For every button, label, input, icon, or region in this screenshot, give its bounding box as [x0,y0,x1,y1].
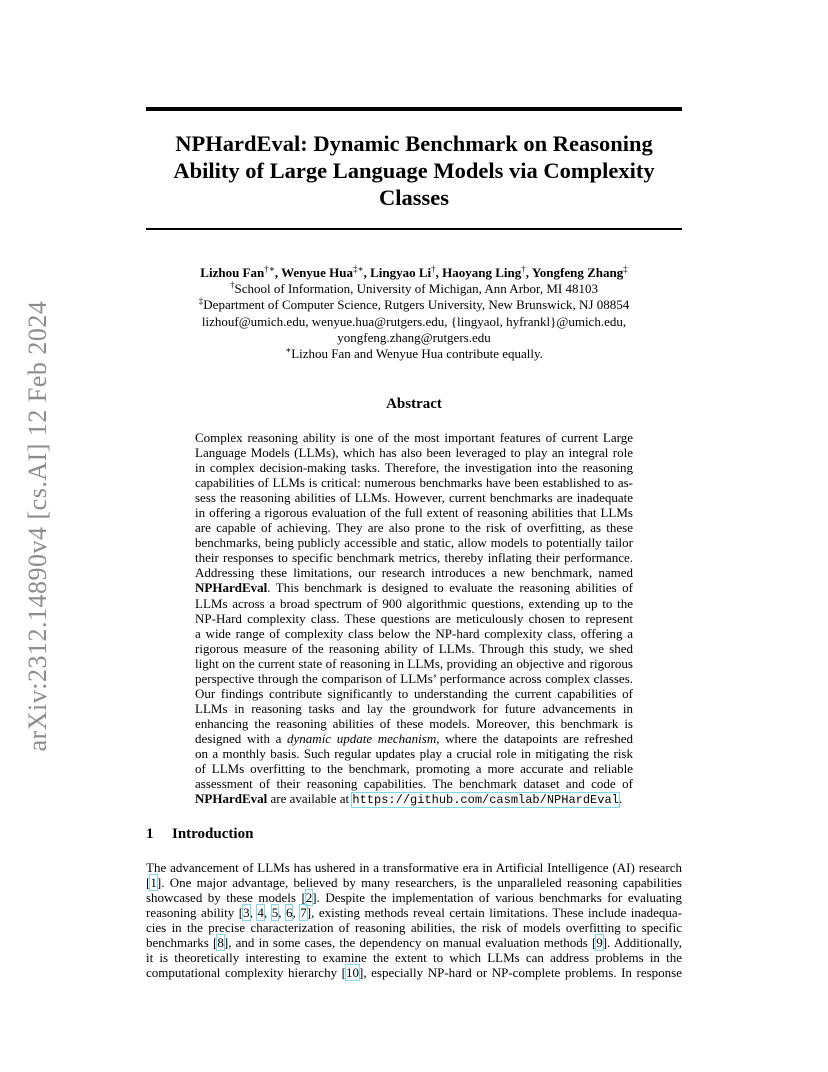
abstract-text: , where the datapoints are refreshed [436,730,633,746]
abstract-line [195,791,633,808]
abstract-line [195,580,633,595]
abstract-line: sess the reasoning abilities of LLMs. However, current benchmarks are inadequate [195,490,633,506]
author-mark: ‡ [623,264,628,274]
abstract-line: capabilities of LLMs is critical: numerous benchmarks have been established to as- [195,475,633,491]
citation-link[interactable]: 7 [300,905,307,921]
intro-text: . Additionally, [607,935,682,951]
affiliation-text: Department of Computer Science, Rutgers University, New Brunswick, NJ 08854 [203,297,630,313]
intro-line: computational complexity hierarchy [10], especially NP-hard or NP-complete problems. In response [146,965,682,981]
title-line-2: Ability of Large Language Models via Complexity [173,158,655,183]
citation-link[interactable]: 9 [596,935,603,951]
author-name: Lizhou Fan [200,265,265,280]
author-name: Lingyao Li [370,265,432,280]
intro-text: benchmarks [146,935,213,951]
intro-text: reasoning ability [ [146,905,244,921]
intro-line: cies in the precise characterization of reasoning abilities, the risk of models overfitting to specific [146,920,682,936]
author-emails-cont: yongfeng.zhang@rutgers.edu [337,329,491,345]
affiliation-2 [146,297,682,313]
abstract-line [195,731,633,746]
abstract-text: are available at [267,791,353,807]
abstract-line: assessment of their reasoning capabilities. The benchmark dataset and code of [195,776,633,792]
abstract-line: are capable of achieving. They are also prone to the risk of overfitting, as these [195,520,633,536]
citation-link[interactable]: 1 [150,875,157,891]
author-emails: lizhouf@umich.edu, wenyue.hua@rutgers.edu, {lingyaol, hyfrankl}@umich.edu, [201,313,627,329]
author-names: Lizhou Fan†∗, Wenyue Hua‡∗, Lingyao Li†, Haoyang Ling†, Yongfeng Zhang‡ [200,264,628,280]
citation-link[interactable]: 10 [346,965,359,981]
abstract-line: LLMs across a broad spectrum of 900 algorithmic questions, extending up to the [195,595,633,611]
abstract-line: their responses to specific benchmark metrics, thereby inflating their performance. [195,550,633,566]
intro-text: computational complexity hierarchy [146,965,342,981]
citation-link[interactable]: 2 [305,890,313,906]
affiliation-text: School of Information, University of Michigan, Ann Arbor, MI 48103 [234,281,598,297]
abstract-heading: Abstract [386,396,442,412]
abstract-line: Language Models (LLMs), which has also been leveraged to play an integral role [195,445,633,461]
arxiv-stamp-text: arXiv:2312.14890v4 [cs.AI] 12 Feb 2024 [23,300,52,752]
intro-text: showcased by these models [146,890,302,906]
intro-text: . Despite the implementation of various benchmarks for evaluating [316,890,682,906]
title-line-3: Classes [378,185,449,210]
abstract-line: benchmarks, being publicly accessible and static, allow models to potentially tailor [195,535,633,551]
abstract-line: Complex reasoning ability is one of the most important features of current Large [195,430,633,445]
intro-line: benchmarks [8], and in some cases, the dependency on manual evaluation methods [9]. Additionally, [146,935,682,951]
citation-link[interactable]: 3 [243,905,250,921]
abstract-line: in offering a rigorous evaluation of the full extent of reasoning abilities that LLMs [195,505,633,521]
abstract-line: Addressing these limitations, our research introduces a new benchmark, named [195,565,633,581]
abstract-line: LLMs in reasoning tasks and lay the groundwork for future advancements in [195,700,633,716]
abstract-line: light on the current state of reasoning in LLMs, providing an objective and rigorous [195,655,633,671]
title-rule-top [146,107,682,111]
intro-line: The advancement of LLMs has ushered in a transformative era in Artificial Intelligence (AI) research [146,860,682,875]
author-mark: † [431,264,436,274]
author-mark: † [521,264,526,274]
abstract-text: . This benchmark is designed to evaluate the reasoning abilities of [267,580,633,596]
abstract-line: perspective through the comparison of LLMs’ performance across complex classes. [195,670,633,686]
intro-line: [1]. One major advantage, believed by many researchers, is the unparalleled reasoning capabilities [146,875,682,891]
github-link[interactable]: https://github.com/casmlab/NPHardEval [352,793,619,808]
intro-text: ], existing methods reveal certain limitations. These include inadequa- [306,905,683,921]
citation-link[interactable]: 6 [285,905,293,921]
author-mark: †∗ [264,264,275,274]
paper-title [146,130,682,211]
intro-line: showcased by these models [2]. Despite the implementation of various benchmarks for evaluating [146,890,682,906]
author-mark: ‡∗ [353,264,364,274]
affiliation-1 [146,281,682,297]
affiliation-mark: ‡ [198,296,204,307]
intro-text: , especially NP-hard or NP-complete problems. In response [363,965,682,981]
intro-text: . One major advantage, believed by many researchers, is the unparalleled reasoning capabilities [161,875,682,891]
abstract-line: rigorous measure of the reasoning ability of LLMs. Through this study, we shed [195,640,633,656]
abstract-line: enhancing the reasoning abilities of these models. Moreover, this benchmark is [195,715,633,731]
abstract-line: on a monthly basis. Such regular updates play a crucial role in mitigating the risk [195,745,633,761]
author-block [146,265,682,362]
emphasis-text: dynamic update mechanism [287,730,437,746]
author-name: Wenyue Hua [281,265,353,280]
note-mark: ∗ [285,345,292,356]
intro-line: it is theoretically interesting to examine the extent to which LLMs can address problems in the [146,950,682,966]
affiliation-mark: † [230,280,235,291]
author-name: Yongfeng Zhang [531,265,624,280]
title-line-1: NPHardEval: Dynamic Benchmark on Reasoning [175,131,653,156]
citation-link[interactable]: 5 [271,905,279,921]
abstract-line: of LLMs overfitting to the benchmark, promoting a more accurate and reliable [195,761,633,777]
benchmark-name: NPHardEval [195,791,268,807]
intro-line: reasoning ability [3, 4, 5, 6, 7], existing methods reveal certain limitations. These include inadequa- [146,905,683,921]
section-heading [146,826,253,843]
equal-contribution-note [146,346,682,362]
intro-text: , and in some cases, the dependency on manual evaluation methods [228,935,592,951]
abstract-line: a wide range of complexity class below the NP-hard complexity class, offering a [195,625,633,641]
abstract-line: NP-Hard complexity class. These questions are meticulously chosen to represent [195,610,633,626]
abstract-body [195,430,633,808]
title-rule-bottom [146,228,682,230]
note-text: Lizhou Fan and Wenyue Hua contribute equally. [291,346,543,362]
author-name: Haoyang Ling [442,265,522,280]
abstract-line: in complex decision-making tasks. Therefore, the investigation into the reasoning [195,460,633,476]
section-title: Introduction [172,826,254,842]
introduction-body [146,860,682,980]
benchmark-name: NPHardEval [195,580,268,596]
abstract-line: Our findings contribute significantly to understanding the current capabilities of [195,685,633,701]
citation-link[interactable]: 8 [217,935,224,951]
abstract-text: designed with a [195,730,288,746]
abstract-text: . [618,791,623,807]
section-number: 1 [146,826,154,842]
citation-link[interactable]: 4 [257,905,264,921]
